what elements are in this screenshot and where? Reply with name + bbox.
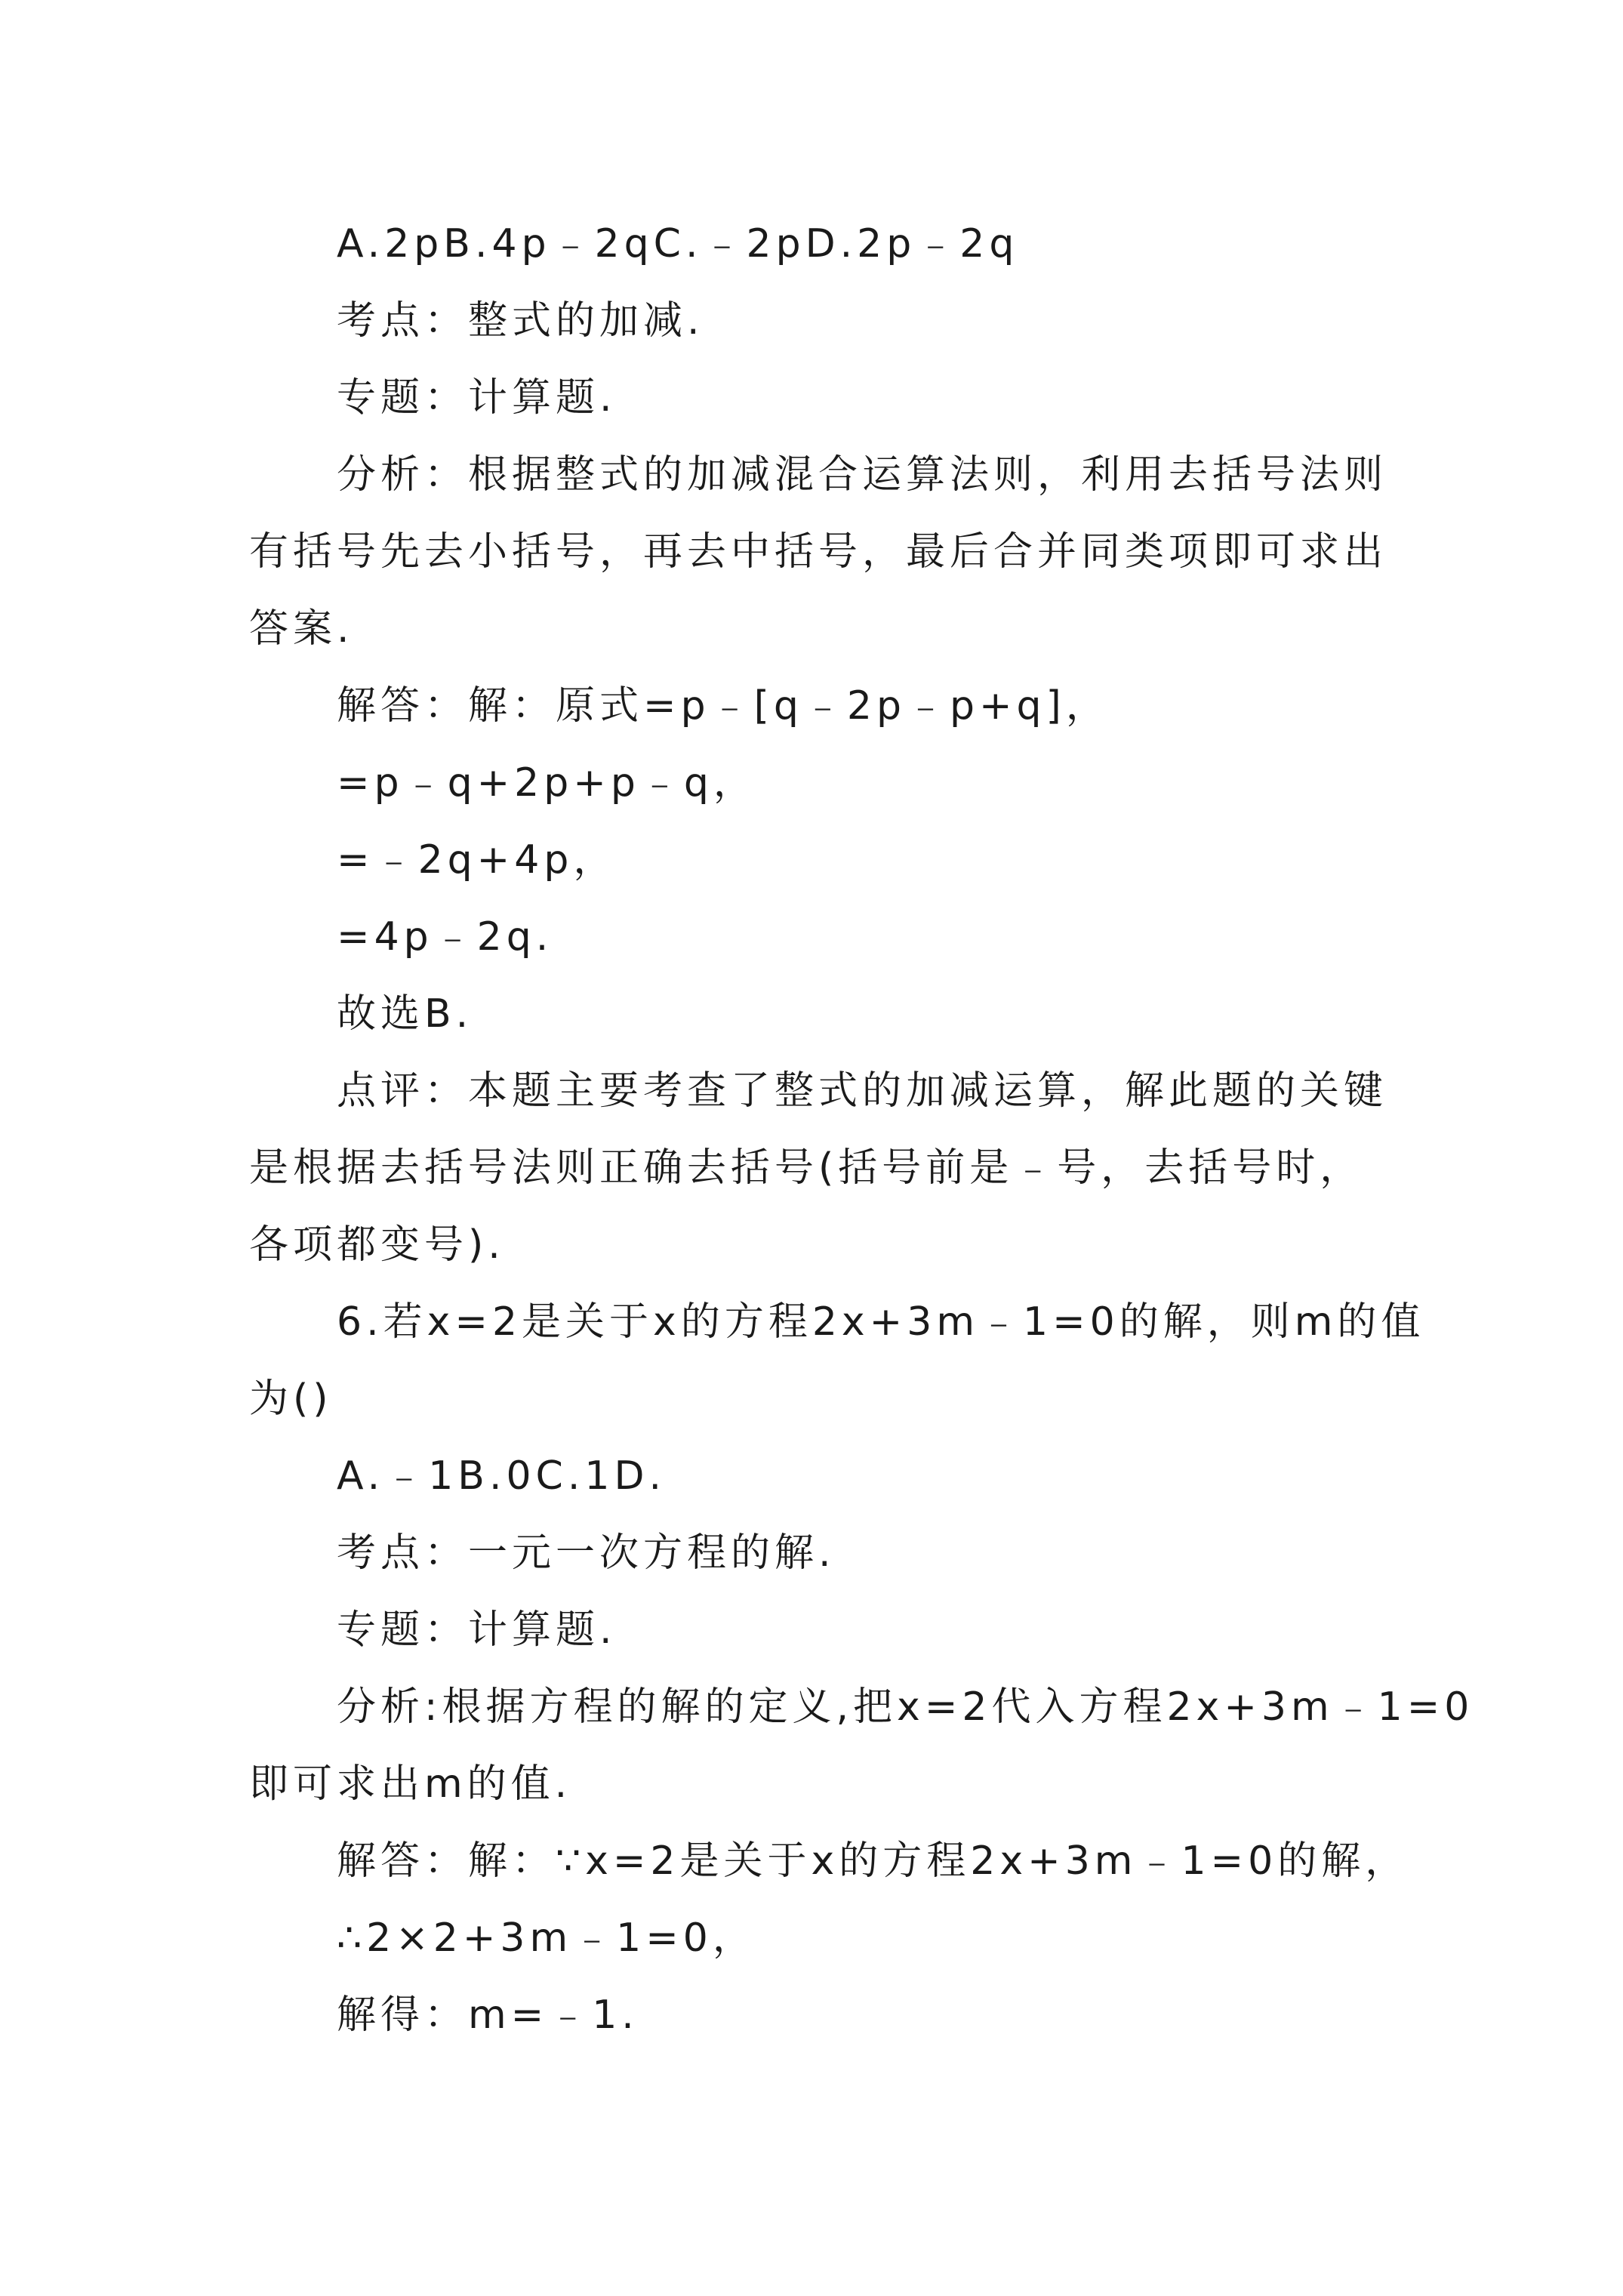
- zhuanti-line: 专题：计算题.: [337, 1607, 617, 1653]
- jieda-line: 解答：解：原式=p﹣[q﹣2p﹣p+q]，: [337, 683, 1110, 729]
- fenxi-line: 分析:根据方程的解的定义,把x=2代入方程2x+3m﹣1=0: [337, 1684, 1474, 1730]
- kaodian-line: 考点：整式的加减.: [337, 298, 704, 344]
- jieda-line: 解答：解：∵x=2是关于x的方程2x+3m﹣1=0的解，: [337, 1838, 1409, 1884]
- step-line: =p﹣q+2p+p﹣q，: [337, 760, 757, 806]
- answer-line: 故选B.: [337, 991, 473, 1037]
- dianping-line-end: 各项都变号).: [249, 1222, 505, 1268]
- step-line: ∴2×2+3m﹣1=0，: [337, 1915, 756, 1961]
- option-line: A.﹣1B.0C.1D.: [337, 1453, 667, 1499]
- fenxi-line-cont: 有括号先去小括号，再去中括号，最后合并同类项即可求出: [249, 529, 1388, 575]
- fenxi-line: 分析：根据整式的加减混合运算法则，利用去括号法则: [337, 452, 1388, 498]
- question-line-end: 为(): [249, 1376, 333, 1422]
- dianping-line-cont: 是根据去括号法则正确去括号(括号前是﹣号，去括号时，: [249, 1145, 1364, 1191]
- option-line: A.2pB.4p﹣2qC.﹣2pD.2p﹣2q: [337, 221, 1019, 267]
- question-line: 6.若x=2是关于x的方程2x+3m﹣1=0的解，则m的值: [337, 1299, 1425, 1345]
- fenxi-line-end: 答案.: [249, 606, 354, 652]
- result-line: 解得：m=﹣1.: [337, 1992, 639, 2038]
- step-line: =﹣2q+4p，: [337, 837, 617, 883]
- kaodian-line: 考点：一元一次方程的解.: [337, 1530, 836, 1576]
- fenxi-line-end: 即可求出m的值.: [249, 1761, 572, 1807]
- step-line: =4p﹣2q.: [337, 914, 553, 960]
- zhuanti-line: 专题：计算题.: [337, 375, 617, 421]
- dianping-line: 点评：本题主要考查了整式的加减运算，解此题的关键: [337, 1068, 1388, 1114]
